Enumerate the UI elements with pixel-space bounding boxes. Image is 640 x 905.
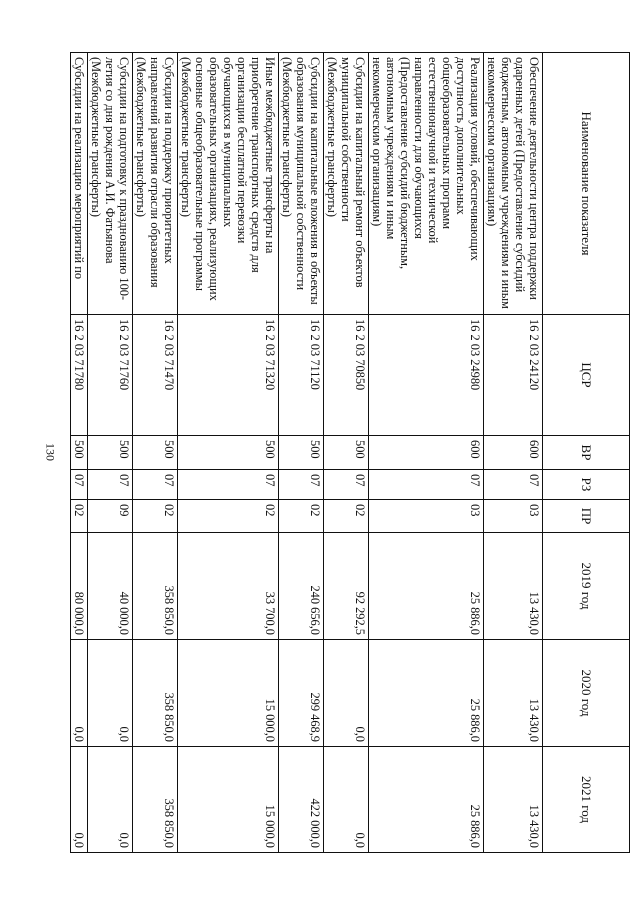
cell-name: Субсидии на капитальные вложения в объекты образования муниципальной собственности (Межбюджетные трансферты) [279, 53, 324, 315]
header-2019: 2019 год [543, 533, 630, 640]
table-row [178, 53, 279, 853]
cell-rz: 07 [88, 470, 133, 500]
cell-rz: 07 [279, 470, 324, 500]
cell-vr: 500 [279, 436, 324, 470]
table-row [369, 53, 484, 853]
cell-y2019: 92 292,5 [324, 533, 369, 640]
table-wrapper [72, 52, 630, 852]
cell-y2019: 40 000,0 [88, 533, 133, 640]
header-2020: 2020 год [543, 640, 630, 747]
cell-y2021: 0,0 [71, 747, 88, 853]
cell-name: Реализация условий, обеспечивающих доступность дополнительных общеобразовательных программ естественнонаучной и технической направленности для обучающихся (Предоставление субсидий бюджетным, автономным учреждениям и иным некоммерческим организациям) [369, 53, 484, 315]
table-row [71, 53, 88, 853]
cell-y2020: 0,0 [88, 640, 133, 747]
cell-y2019: 358 850,0 [133, 533, 178, 640]
header-name: Наименование показателя [543, 53, 630, 315]
cell-pr: 02 [324, 500, 369, 533]
cell-y2021: 0,0 [88, 747, 133, 853]
header-csr: ЦСР [543, 315, 630, 436]
cell-rz: 07 [71, 470, 88, 500]
header-pr: ПР [543, 500, 630, 533]
cell-y2020: 15 000,0 [178, 640, 279, 747]
cell-pr: 02 [178, 500, 279, 533]
cell-y2019: 80 000,0 [71, 533, 88, 640]
cell-vr: 500 [178, 436, 279, 470]
cell-y2021: 25 886,0 [369, 747, 484, 853]
cell-csr: 16 2 03 71120 [279, 315, 324, 436]
table-row [133, 53, 178, 853]
budget-table [70, 52, 630, 853]
cell-name: Субсидии на реализацию мероприятий по [71, 53, 88, 315]
cell-pr: 02 [279, 500, 324, 533]
cell-csr: 16 2 03 71470 [133, 315, 178, 436]
cell-pr: 03 [369, 500, 484, 533]
cell-y2021: 422 000,0 [279, 747, 324, 853]
cell-csr: 16 2 03 24120 [484, 315, 543, 436]
table-row [279, 53, 324, 853]
cell-pr: 02 [71, 500, 88, 533]
cell-y2021: 15 000,0 [178, 747, 279, 853]
cell-rz: 07 [369, 470, 484, 500]
cell-pr: 03 [484, 500, 543, 533]
header-rz: РЗ [543, 470, 630, 500]
table-header-row [543, 53, 630, 853]
cell-vr: 600 [484, 436, 543, 470]
table-row [484, 53, 543, 853]
cell-csr: 16 2 03 71320 [178, 315, 279, 436]
cell-y2020: 0,0 [71, 640, 88, 747]
cell-y2020: 358 850,0 [133, 640, 178, 747]
cell-rz: 07 [484, 470, 543, 500]
cell-y2019: 25 886,0 [369, 533, 484, 640]
cell-y2020: 0,0 [324, 640, 369, 747]
table-row [88, 53, 133, 853]
cell-vr: 500 [71, 436, 88, 470]
table-row [324, 53, 369, 853]
cell-name: Субсидии на поддержку приоритетных направлений развития отрасли образования (Межбюджетные трансферты) [133, 53, 178, 315]
cell-vr: 500 [324, 436, 369, 470]
page-number: 130 [43, 443, 58, 461]
cell-y2020: 13 430,0 [484, 640, 543, 747]
cell-name: Субсидии на капитальный ремонт объектов муниципальной собственности (Межбюджетные трансферты) [324, 53, 369, 315]
cell-y2021: 358 850,0 [133, 747, 178, 853]
cell-rz: 07 [324, 470, 369, 500]
cell-name: Обеспечение деятельности центра поддержки одаренных детей (Предоставление субсидий бюджетным, автономным учреждениям и иным некоммерческим организациям) [484, 53, 543, 315]
header-2021: 2021 год [543, 747, 630, 853]
header-vr: ВР [543, 436, 630, 470]
rotated-table-area [72, 52, 630, 852]
cell-vr: 600 [369, 436, 484, 470]
cell-rz: 07 [133, 470, 178, 500]
cell-y2020: 25 886,0 [369, 640, 484, 747]
cell-y2021: 13 430,0 [484, 747, 543, 853]
cell-y2019: 13 430,0 [484, 533, 543, 640]
cell-csr: 16 2 03 71780 [71, 315, 88, 436]
cell-y2019: 33 700,0 [178, 533, 279, 640]
cell-csr: 16 2 03 70850 [324, 315, 369, 436]
cell-y2021: 0,0 [324, 747, 369, 853]
cell-rz: 07 [178, 470, 279, 500]
cell-y2019: 240 656,0 [279, 533, 324, 640]
cell-pr: 02 [133, 500, 178, 533]
cell-y2020: 299 468,9 [279, 640, 324, 747]
cell-name: Субсидии на подготовку к празднованию 100-летия со дня рождения А.И. Фатьянова (Межбюджетные трансферты) [88, 53, 133, 315]
cell-pr: 09 [88, 500, 133, 533]
cell-csr: 16 2 03 71760 [88, 315, 133, 436]
cell-vr: 500 [133, 436, 178, 470]
cell-name: Иные межбюджетные трансферты на приобретение транспортных средств для организации бесплатной перевозки обучающихся в муниципальных образовательных организациях, реализующих основные общеобразовательные программы (Межбюджетные трансферты) [178, 53, 279, 315]
cell-vr: 500 [88, 436, 133, 470]
cell-csr: 16 2 03 24980 [369, 315, 484, 436]
